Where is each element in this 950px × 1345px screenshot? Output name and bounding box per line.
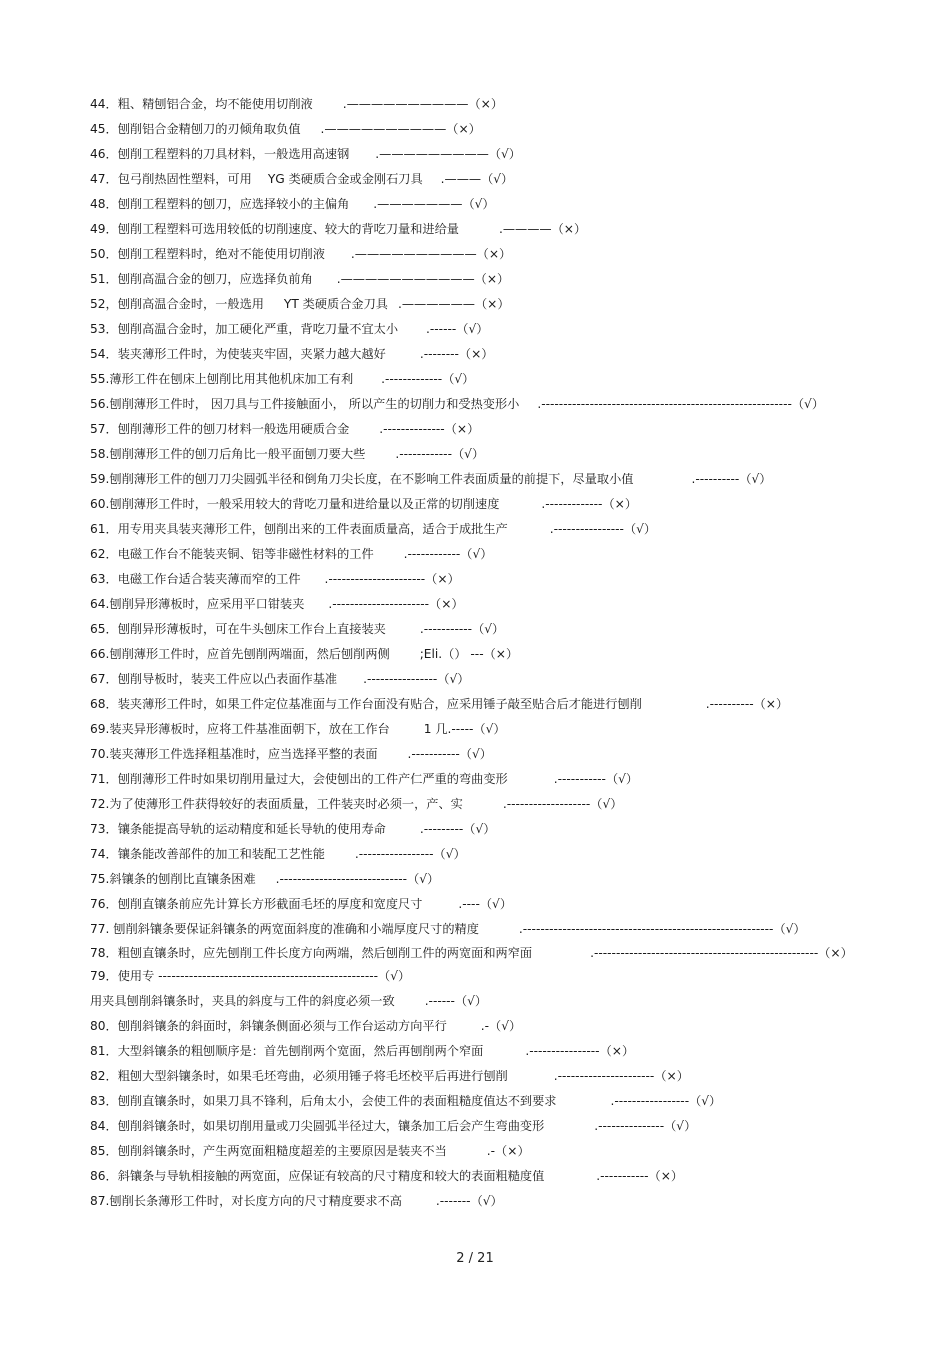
answer-leader: .----------------- [610,1094,690,1108]
answer-leader: .---------------------- [553,1069,655,1083]
question-item [90,167,870,192]
question-item [90,592,870,617]
question-text: 80．刨削斜镶条的斜面时，斜镶条侧面必须与工作台运动方向平行 [90,1019,447,1033]
answer-mark: （×） [444,422,480,436]
question-item [90,1014,870,1039]
question-text: 76．刨削直镶条前应先计算长方形截面毛坯的厚度和宽度尺寸 [90,897,423,911]
question-item [90,92,870,117]
question-text: 46．刨削工程塑料的刀具材料，一般选用高速钢 [90,147,350,161]
question-item [90,342,870,367]
answer-leader: .———— [498,222,552,236]
question-item [90,217,870,242]
question-item [90,642,870,667]
answer-leader: -------------------------------------------------- [158,969,379,983]
question-text: 85．刨削斜镶条时，产生两宽面粗糙度超差的主要原因是装夹不当 [90,1144,447,1158]
answer-mark: （√） [488,147,521,161]
answer-leader: ;Eli.（） --- [419,647,484,661]
page-number: 2 / 21 [456,1251,494,1266]
question-text: 79．使用专 [90,969,159,983]
answer-mark: （×） [476,247,512,261]
question-item [90,142,870,167]
answer-mark: （×） [602,497,638,511]
question-item [90,989,870,1014]
answer-mark: （×） [474,297,510,311]
question-text: 用夹具刨削斜镶条时，夹具的斜度与工件的斜度必须一致 [90,994,395,1008]
question-text: 45．刨削铝合金精刨刀的刃倾角取负值 [90,122,301,136]
answer-mark: （×） [753,697,789,711]
answer-mark: （√） [456,322,489,336]
answer-mark: （×） [446,122,481,136]
answer-mark: （√） [664,1119,697,1133]
answer-mark: （√） [454,994,488,1008]
question-text: 57．刨削薄形工件的刨刀材料一般选用硬质合金 [90,422,350,436]
answer-leader: .------- [435,1194,471,1208]
answer-leader: .————————— [375,147,489,161]
question-text: 68．装夹薄形工件时，如果工件定位基准面与工作台面没有贴合，应采用锤子敲至贴合后才能进行刨削 [90,697,642,711]
question-text: 65．刨削异形薄板时，可在牛头刨床工作台上直接装夹 [90,622,386,636]
question-text: 44．粗、精刨铝合金，均不能使用切削液 [90,97,313,111]
question-text: 62．电磁工作台不能装夹铜、铝等非磁性材料的工件 [90,547,374,561]
question-text: 71．刨削薄形工件时如果切削用量过大，会使刨出的工件产仁严重的弯曲变形 [90,772,508,786]
question-text: 81．大型斜镶条的粗刨顺序是：首先刨削两个宽面，然后再刨削两个窄面 [90,1044,484,1058]
answer-mark: （×） [425,572,460,586]
question-item [90,867,870,892]
question-text: 50．刨削工程塑料时，绝对不能使用切削液 [90,247,325,261]
question-item [90,542,870,567]
question-item [90,517,870,542]
answer-leader: .---------------- [363,672,438,686]
question-text: 84．刨削斜镶条时，如果切削用量或刀尖圆弧半径过大，镶条加工后会产生弯曲变形 [90,1119,545,1133]
question-item [90,367,870,392]
answer-mark: （×） [458,347,494,361]
answer-mark: （√） [462,197,495,211]
question-item [90,917,870,942]
question-text: 77. 刨削斜镶条要保证斜镶条的两宽面斜度的准确和小端厚度尺寸的精度 [90,922,479,936]
answer-leader: .------ [424,994,455,1008]
question-item [90,942,870,964]
answer-mark: （√） [489,1019,522,1033]
answer-mark: （√） [590,797,623,811]
answer-mark: （×） [474,272,510,286]
question-item [90,192,870,217]
question-item [90,767,870,792]
answer-leader: .---------------------- [328,597,430,611]
answer-mark: （√） [481,172,514,186]
answer-mark: （√） [463,822,496,836]
answer-leader: .-------------- [379,422,445,436]
question-text: 47．包弓削热固性塑料，可用 YG 类硬质合金或金刚石刀具 [90,172,423,186]
answer-mark: （√） [460,547,493,561]
question-item [90,317,870,342]
answer-mark: （√） [791,397,825,411]
question-text: 66.刨削薄形工件时，应首先刨削两端面，然后刨削两侧 [90,647,390,661]
question-text: 63．电磁工作台适合装夹薄而窄的工件 [90,572,301,586]
answer-leader: .--------------- [594,1119,665,1133]
question-item [90,1189,870,1214]
question-item [90,617,870,642]
question-item [90,842,870,867]
question-list [90,92,870,1214]
answer-mark: （√） [739,472,772,486]
answer-leader: .--------------------------------------------------------- [537,397,792,411]
answer-leader: .---------------- [525,1044,600,1058]
question-text: 61．用专用夹具装夹薄形工件，刨削出来的工件表面质量高，适合于成批生产 [90,522,508,536]
answer-leader: .---------- [705,697,754,711]
answer-leader: .------------- [381,372,443,386]
answer-mark: （×） [429,597,464,611]
question-text: 72.为了使薄形工件获得较好的表面质量，工件装夹时必须一，产、实 [90,797,463,811]
answer-leader: .——— [440,172,482,186]
question-text: 70.装夹薄形工件选择粗基准时，应当选择平整的表面 [90,747,378,761]
answer-mark: （×） [599,1044,635,1058]
question-item [90,392,870,417]
answer-leader: .---------------------- [324,572,426,586]
question-text: 48．刨削工程塑料的刨刀，应选择较小的主偏角 [90,197,350,211]
answer-mark: （×） [483,647,519,661]
question-text: 55.薄形工件在刨床上刨削比用其他机床加工有利 [90,372,354,386]
answer-leader: .- [486,1144,496,1158]
answer-leader: .—————————— [320,122,447,136]
answer-mark: （√） [623,522,657,536]
answer-mark: （×） [551,222,587,236]
question-text: 86．斜镶条与导轨相接触的两宽面，应保证有较高的尺寸精度和较大的表面粗糙度值 [90,1169,545,1183]
answer-mark: （√） [773,922,806,936]
answer-leader: .—————————— [350,247,477,261]
question-text: 49．刨削工程塑料可选用较低的切削速度、较大的背吃刀量和进给量 [90,222,459,236]
answer-mark: （√） [433,847,466,861]
answer-leader: .----------------------------- [275,872,408,886]
answer-leader: .——————— [373,197,463,211]
answer-leader: .——————————— [336,272,475,286]
answer-leader: .---- [458,897,480,911]
answer-mark: （√） [442,372,475,386]
answer-leader: .--------------------------------------------------------- [518,922,774,936]
question-item [90,817,870,842]
question-item [90,1139,870,1164]
answer-leader: .------------ [395,447,452,461]
question-text: 74．镶条能改善部件的加工和装配工艺性能 [90,847,325,861]
question-item [90,892,870,917]
question-item [90,417,870,442]
question-item [90,117,870,142]
answer-mark: （×） [818,946,853,960]
question-text: 69.装夹异形薄板时，应将工件基准面朝下，放在工作台 [90,722,390,736]
answer-leader: .----------------- [354,847,434,861]
answer-leader: .------------ [403,547,461,561]
question-item [90,492,870,517]
question-text: 64.刨削异形薄板时，应采用平口钳装夹 [90,597,305,611]
question-item [90,442,870,467]
question-text: 75.斜镶条的刨削比直镶条困难 [90,872,256,886]
answer-mark: （√） [470,1194,503,1208]
answer-mark: （√） [451,447,485,461]
question-item [90,1164,870,1189]
answer-mark: （√） [472,622,505,636]
question-item [90,292,870,317]
question-item [90,964,870,989]
question-text: 53．刨削高温合金时，加工硬化严重，背吃刀量不宜太小 [90,322,399,336]
answer-leader: .----------- [419,622,473,636]
answer-mark: （√） [473,722,506,736]
answer-leader: .----------- [553,772,606,786]
question-text: 56.刨削薄形工件时， 因刀具与工件接触面小， 所以产生的切削力和受热变形小 [90,397,520,411]
question-text: 52，刨削高温合金时，一般选用 YT 类硬质合金刀具 [90,297,388,311]
question-text: 78．粗刨直镶条时，应先刨削工件长度方向两端，然后刨削工件的两宽面和两窄面 [90,946,533,960]
answer-leader: .--------- [419,822,464,836]
answer-mark: （√） [689,1094,722,1108]
question-item [90,1089,870,1114]
question-item [90,567,870,592]
answer-leader: .---------------- [549,522,624,536]
question-text: 82．粗刨大型斜镶条时，如果毛坯弯曲，必须用锤子将毛坯校平后再进行刨削 [90,1069,508,1083]
question-text: 58.刨削薄形工件的刨刀后角比一般平面刨刀要大些 [90,447,366,461]
answer-leader: .—————— [397,297,475,311]
answer-mark: （√） [479,897,513,911]
question-text: 83．刨削直镶条时，如果刀具不锋利，后角太小，会使工件的表面粗糙度值达不到要求 [90,1094,557,1108]
answer-mark: （√） [407,872,440,886]
answer-leader: .----------- [596,1169,649,1183]
answer-leader: .- [480,1019,490,1033]
question-text: 60.刨削薄形工件时，一般采用较大的背吃刀量和进给量以及正常的切削速度 [90,497,500,511]
question-text: 54．装夹薄形工件时，为使装夹牢固，夹紧力越大越好 [90,347,386,361]
answer-mark: （×） [654,1069,689,1083]
answer-leader: .----------- [407,747,460,761]
question-text: 59.刨削薄形工件的刨刀刀尖圆弧半径和倒角刀尖长度，在不影响工件表面质量的前提下，尽量取小值 [90,472,634,486]
answer-leader: .-------- [419,347,459,361]
question-item [90,717,870,742]
answer-mark: （×） [468,97,504,111]
answer-leader: .---------- [691,472,740,486]
answer-mark: （×） [648,1169,684,1183]
question-text: 67．刨削导板时，装夹工件应以凸表面作基准 [90,672,338,686]
answer-leader: .--------------------------------------------------- [590,946,819,960]
answer-leader: .—————————— [342,97,469,111]
answer-mark: （√） [378,969,411,983]
question-text: 73．镶条能提高导轨的运动精度和延长导轨的使用寿命 [90,822,386,836]
answer-leader: .------------- [541,497,603,511]
question-text: 51．刨削高温合金的刨刀，应选择负前角 [90,272,313,286]
question-item [90,1039,870,1064]
question-item [90,742,870,767]
answer-leader: .------ [426,322,457,336]
question-item [90,692,870,717]
answer-mark: （√） [459,747,492,761]
question-item [90,1114,870,1139]
question-item [90,267,870,292]
answer-mark: （×） [495,1144,530,1158]
question-item [90,467,870,492]
question-item [90,242,870,267]
answer-mark: （√） [437,672,470,686]
answer-leader: .------------------- [502,797,591,811]
question-item [90,792,870,817]
answer-mark: （√） [605,772,639,786]
answer-leader: 1 几.----- [423,722,474,736]
question-item [90,667,870,692]
question-text: 87.刨削长条薄形工件时，对长度方向的尺寸精度要求不高 [90,1194,402,1208]
question-item [90,1064,870,1089]
